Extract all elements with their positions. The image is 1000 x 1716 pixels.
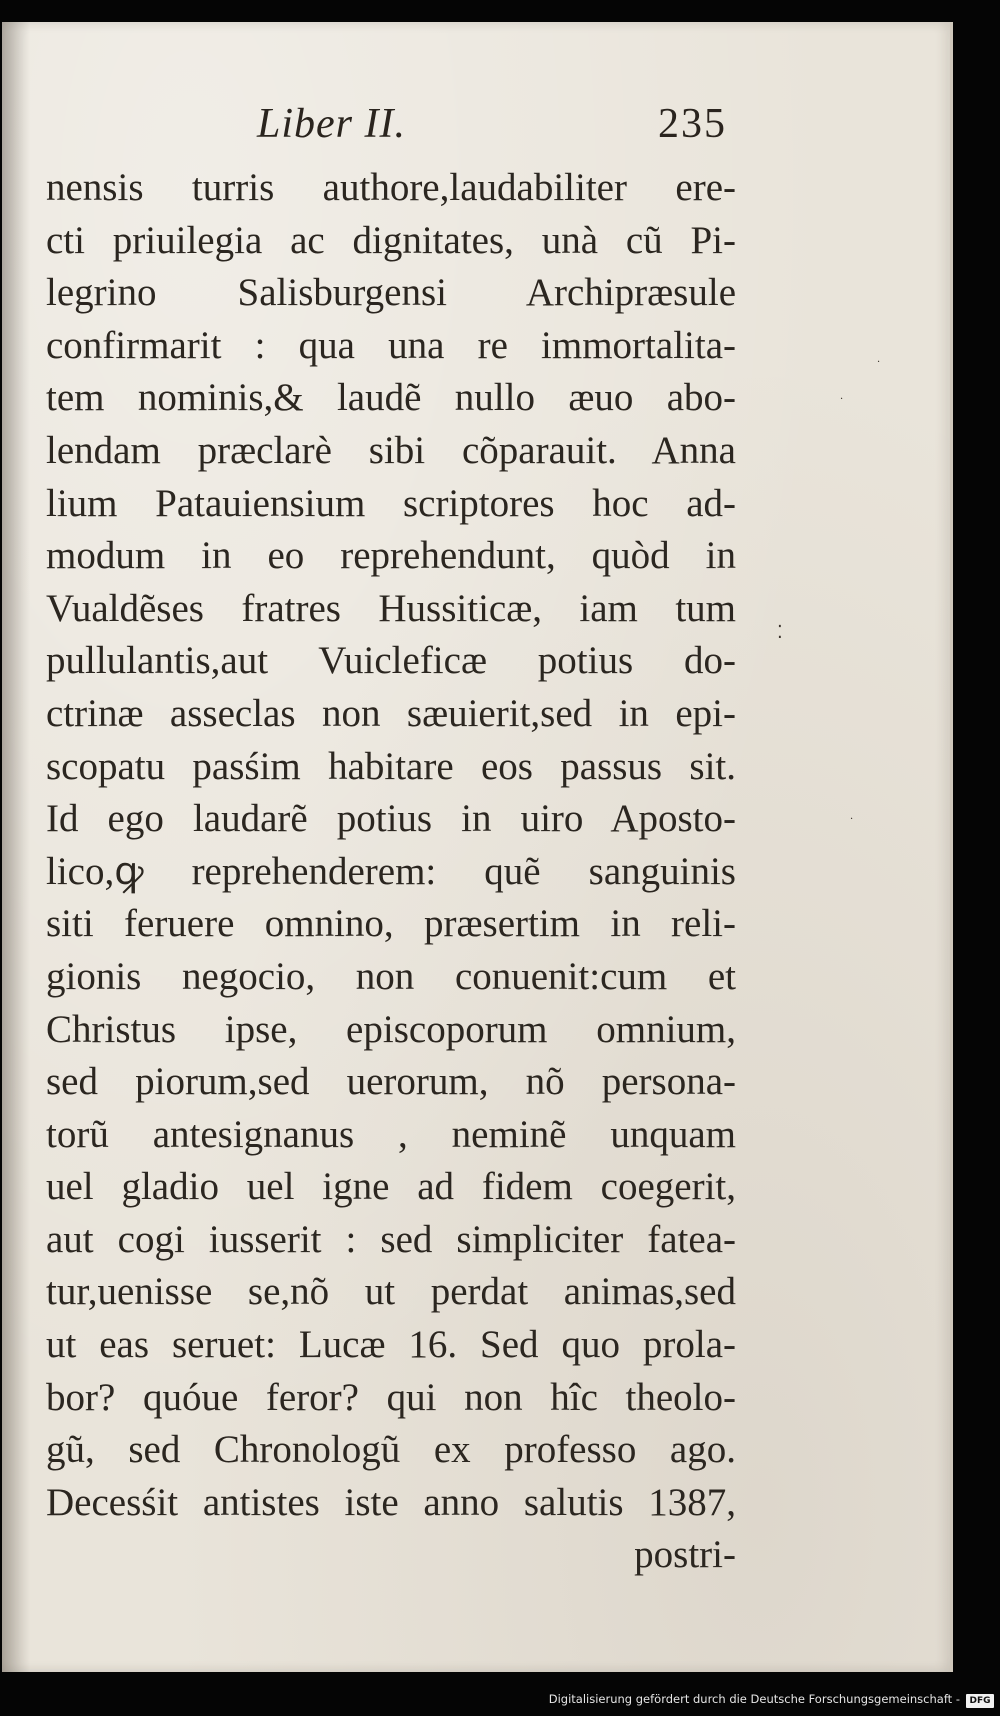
text-line: confirmarit : qua una re immortalita- <box>46 323 736 367</box>
book-page <box>2 22 953 1672</box>
text-line: Decesśit antistes iste anno salutis 1387, <box>46 1480 736 1524</box>
catchword: postri- <box>634 1533 736 1577</box>
text-line: gũ, sed Chronologũ ex professo ago. <box>46 1428 736 1472</box>
ink-speck: · <box>850 814 854 825</box>
text-line: uel gladio uel igne ad fidem coegerit, <box>46 1165 736 1209</box>
text-line: sed piorum,sed uerorum, nõ persona- <box>46 1060 736 1104</box>
text-line: Id ego laudarẽ potius in uiro Aposto- <box>46 797 736 841</box>
text-line: tur,uenisse se,nõ ut perdat animas,sed <box>46 1270 736 1314</box>
text-line: tem nominis,& laudẽ nullo æuo abo- <box>46 376 736 420</box>
text-line: nensis turris authore,laudabiliter ere- <box>46 166 736 209</box>
digitization-footer <box>0 1672 1000 1716</box>
text-line: scopatu pasśim habitare eos passus sit. <box>46 744 736 788</box>
text-line: modum in eo reprehendunt, quòd in <box>46 534 736 578</box>
text-line: aut cogi iusserit : sed simpliciter fatea- <box>46 1217 736 1261</box>
ink-speck: · <box>840 394 844 405</box>
text-line: Christus ipse, episcoporum omnium, <box>46 1007 736 1051</box>
text-line: Vualdẽses fratres Hussiticæ, iam tum <box>46 586 736 630</box>
text-line: legrino Salisburgensi Archipræsule <box>46 271 736 315</box>
text-line: lium Patauiensium scriptores hoc ad- <box>46 481 736 525</box>
text-line: lendam præclarè sibi cõparauit. Anna <box>46 428 736 472</box>
text-line: pullulantis,aut Vuicleficæ potius do- <box>46 639 736 683</box>
text-line: ut eas seruet: Lucæ 16. Sed quo prola- <box>46 1323 736 1367</box>
ink-speck: ⁚ <box>777 622 783 643</box>
text-line: ctrinæ asseclas non sæuierit,sed in epi- <box>46 691 736 735</box>
text-line: gionis negocio, non conuenit:cum et <box>46 954 736 998</box>
text-line: lico,ꝙ reprehenderem: quẽ sanguinis <box>46 849 736 893</box>
body-text <box>46 162 746 1582</box>
gutter-shadow <box>2 22 30 1672</box>
text-line: torũ antesignanus , neminẽ unquam <box>46 1112 736 1156</box>
dfg-logo: DFG <box>966 1694 994 1708</box>
footer-credit: Digitalisierung gefördert durch die Deutsche Forschungsgemeinschaft - <box>548 1692 960 1706</box>
text-line: siti feruere omnino, præsertim in reli- <box>46 902 736 946</box>
ink-speck: · <box>877 357 881 368</box>
text-line: bor? quóue feror? qui non hîc theolo- <box>46 1375 736 1419</box>
running-head <box>257 100 727 160</box>
text-line: cti priuilegia ac dignitates, unà cũ Pi- <box>46 218 736 262</box>
running-head-title: Liber II. <box>257 101 406 147</box>
page-number: 235 <box>658 101 727 147</box>
